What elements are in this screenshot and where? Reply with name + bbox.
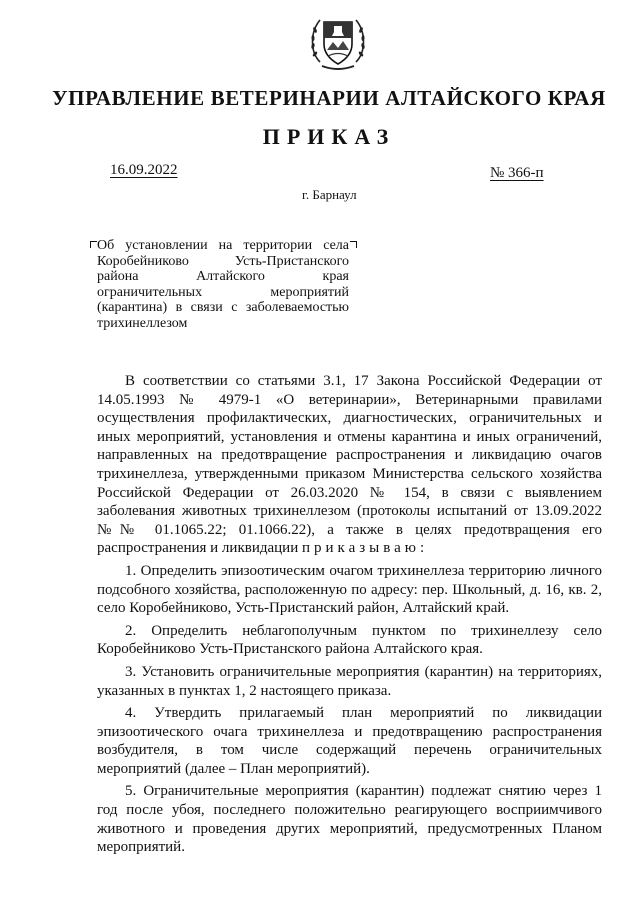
altai-krai-coat-of-arms-icon	[306, 10, 370, 74]
order-item-4: 4. Утвердить прилагаемый план мероприятий по ликвидации эпизоотического очага трихинеллеза и предотвращению распространения возбудителя, в том числе содержащий перечень ограничительных мероприятий (далее – План мероприятий).	[97, 705, 602, 777]
order-body	[97, 372, 602, 861]
order-word: приказываю:	[301, 540, 429, 557]
order-date	[92, 162, 196, 179]
order-number: № 366-п	[490, 165, 544, 181]
order-item-2: 2. Определить неблагополучным пунктом по трихинеллезу село Коробейниково Усть-Пристанского района Алтайского края.	[97, 622, 602, 658]
order-subject: Об установлении на территории села Коробейниково Усть-Пристанского района Алтайского края ограничительных мероприятий (карантина) в связи с заболеваемостью трихинеллезом	[97, 238, 349, 331]
order-date-value: 16.09.2022	[110, 162, 178, 178]
preamble-text: В соответствии со статьями 3.1, 17 Закона Российской Федерации от 14.05.1993 № 4979-1 «О ветеринарии», Ветеринарными правилами осуществления профилактических, диагностических, ограничительных и иных мероприятий, установления и отмены карантина и иных ограничений, направленных на предотвращение распространения и ликвидацию очагов трихинеллеза, утвержденными приказом Министерства сельского хозяйства Российской Федерации от 26.03.2020 № 154, в связи с выявлением заболевания животных трихинеллезом (протоколы испытаний от 13.09.2022 №№ 01.1065.22; 01.1066.22), а также в целях предотвращения его распространения и ликвидации	[97, 373, 602, 557]
order-item-1: 1. Определить эпизоотическим очагом трихинеллеза территорию личного подсобного хозяйства, расположенную по адресу: пер. Школьный, д. 16, кв. 2, село Коробейниково, Усть-Пристанский район, Алтайский край.	[97, 562, 602, 617]
subject-bracket-right	[350, 241, 357, 248]
order-city: г. Барнаул	[302, 187, 357, 202]
organization-title: УПРАВЛЕНИЕ ВЕТЕРИНАРИИ АЛТАЙСКОГО КРАЯ	[52, 86, 606, 110]
subject-bracket-left	[90, 241, 97, 248]
document-type-title: ПРИКАЗ	[262, 124, 396, 149]
order-item-3: 3. Установить ограничительные мероприятия (карантин) на территориях, указанных в пунктах 1, 2 настоящего приказа.	[97, 663, 602, 699]
order-preamble	[97, 372, 602, 558]
order-item-5: 5. Ограничительные мероприятия (карантин) подлежат снятию через 1 год после убоя, последнего положительно реагирующего восприимчивого животного и проведения других мероприятий, предусмотренных Планом мероприятий.	[97, 783, 602, 856]
